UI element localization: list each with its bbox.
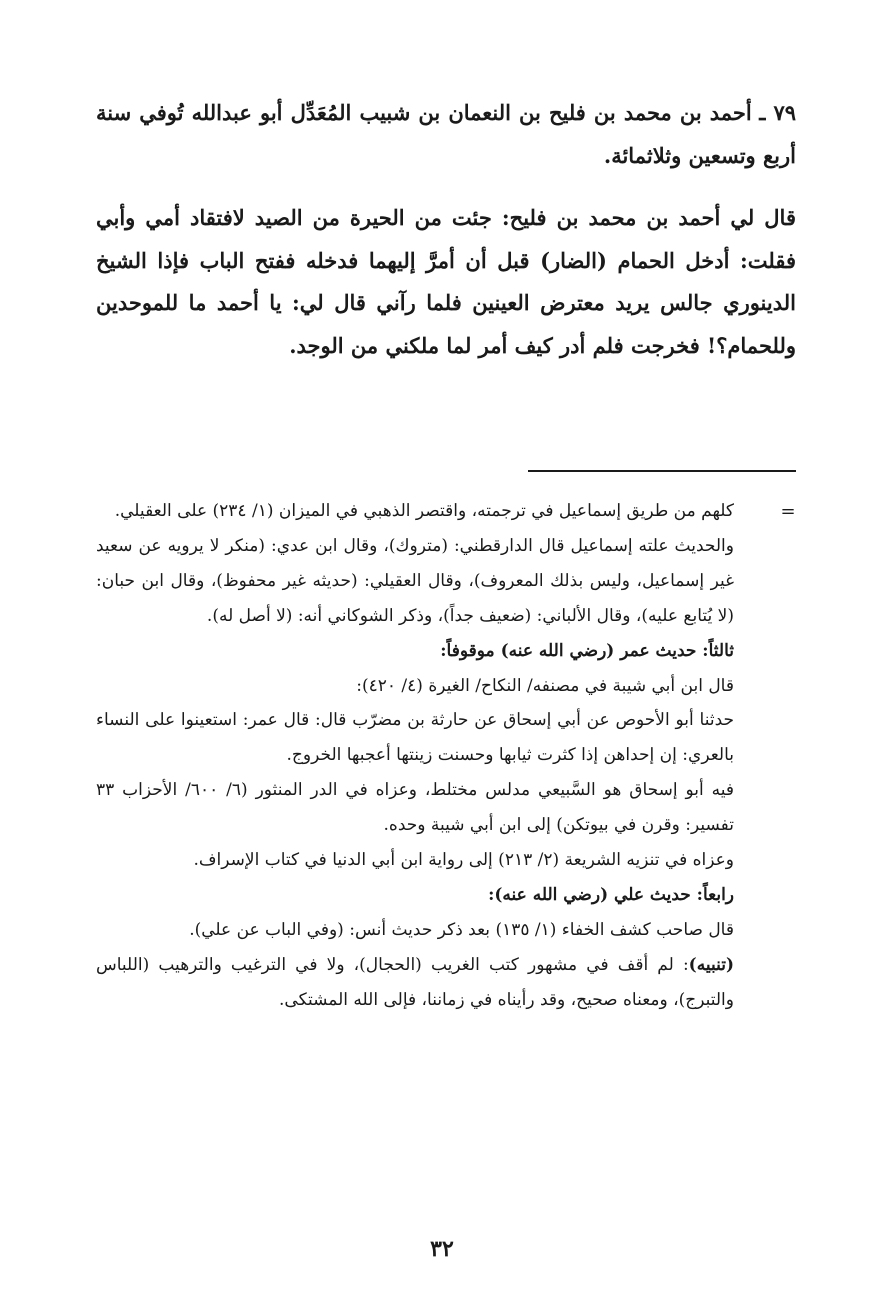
footnote-paragraph xyxy=(96,529,734,634)
page-number: ٣٢ xyxy=(430,1236,454,1262)
entry-text: أحمد بن محمد بن فليح بن النعمان بن شبيب المُعَدِّل أبو عبدالله تُوفي سنة أربع وتسعين وثلاثمائة. xyxy=(96,100,796,168)
entry-number: ٧٩ ـ xyxy=(759,100,796,125)
story-text: : جئت من الحيرة من الصيد لافتقاد أمي وأبي فقلت: أدخل الحمام (الضار) قبل أن أمرَّ إليهما فدخله ففتح الباب فإذا الشيخ الدينوري جالس يريد معترض العينين فلما رآني قال لي: يا أحمد ما للموحدين وللحمام؟! فخرجت فلم أدر كيف أمر لما ملكني من الوجد. xyxy=(96,205,796,358)
footnote-heading-text: ثالثاً: حديث عمر (رضي الله عنه) موقوفاً: xyxy=(440,640,734,661)
story-lead: قال لي أحمد بن محمد بن فليح xyxy=(509,205,796,230)
footnote-text: فيه أبو إسحاق هو السَّبيعي مدلس مختلط، وعزاه في الدر المنثور (٦/ ٦٠٠/ الأحزاب ٣٣ تفسير: وقرن في بيوتكن) إلى ابن أبي شيبة وحده. xyxy=(96,780,734,836)
biography-entry xyxy=(96,92,796,177)
footnote-text: والحديث علته إسماعيل قال الدارقطني: (متروك)، وقال ابن عدي: (منكر لا يرويه عن سعيد غير إسماعيل، وليس بذلك المعروف)، وقال العقيلي: (حديثه غير محفوظ)، وقال ابن حبان: (لا يُتابع عليه)، وقال الألباني: (ضعيف جداً)، وذكر الشوكاني أنه: (لا أصل له). xyxy=(96,535,734,626)
footnote-text: : لم أقف في مشهور كتب الغريب (الحجال)، ولا في الترغيب والترهيب (اللباس والتبرج)، ومعناه صحيح، وقد رأيناه في زماننا، فإلى الله المشتكى. xyxy=(96,954,734,1010)
footnote-paragraph xyxy=(96,913,734,948)
footnote-text: قال ابن أبي شيبة في مصنفه/ النكاح/ الغيرة (٤/ ٤٢٠): xyxy=(356,675,734,696)
footnote-text: وعزاه في تنزيه الشريعة (٢/ ٢١٣) إلى رواية ابن أبي الدنيا في كتاب الإسراف. xyxy=(193,850,734,871)
footnote-heading xyxy=(96,634,734,669)
footnote-text: كلهم من طريق إسماعيل في ترجمته، واقتصر الذهبي في الميزان (١/ ٢٣٤) على العقيلي. xyxy=(114,501,734,521)
footnote-paragraph xyxy=(96,948,734,1018)
footnote-heading xyxy=(96,878,734,913)
footnote-paragraph xyxy=(96,843,734,878)
footnote-text: حدثنا أبو الأحوص عن أبي إسحاق عن حارثة بن مضرّب قال: قال عمر: استعينوا على النساء بالعري: إن إحداهن إذا كثرت ثيابها وحسنت زينتها أعجبها الخروج. xyxy=(96,710,734,766)
footnote-paragraph xyxy=(96,773,734,843)
footnote-paragraph xyxy=(96,669,734,704)
story-paragraph xyxy=(96,197,796,367)
footnote-paragraph xyxy=(96,494,734,529)
footnote-paragraph xyxy=(96,703,734,773)
footnote-text: قال صاحب كشف الخفاء (١/ ١٣٥) بعد ذكر حديث أنس: (وفي الباب عن علي). xyxy=(189,919,734,940)
footnote-heading-text: رابعاً: حديث علي (رضي الله عنه): xyxy=(488,884,734,905)
continuation-mark: = xyxy=(780,501,796,522)
note-label: (تنبيه) xyxy=(688,954,734,975)
main-text xyxy=(96,92,796,367)
footnote-block xyxy=(96,494,734,1018)
footnote-separator xyxy=(528,470,796,472)
